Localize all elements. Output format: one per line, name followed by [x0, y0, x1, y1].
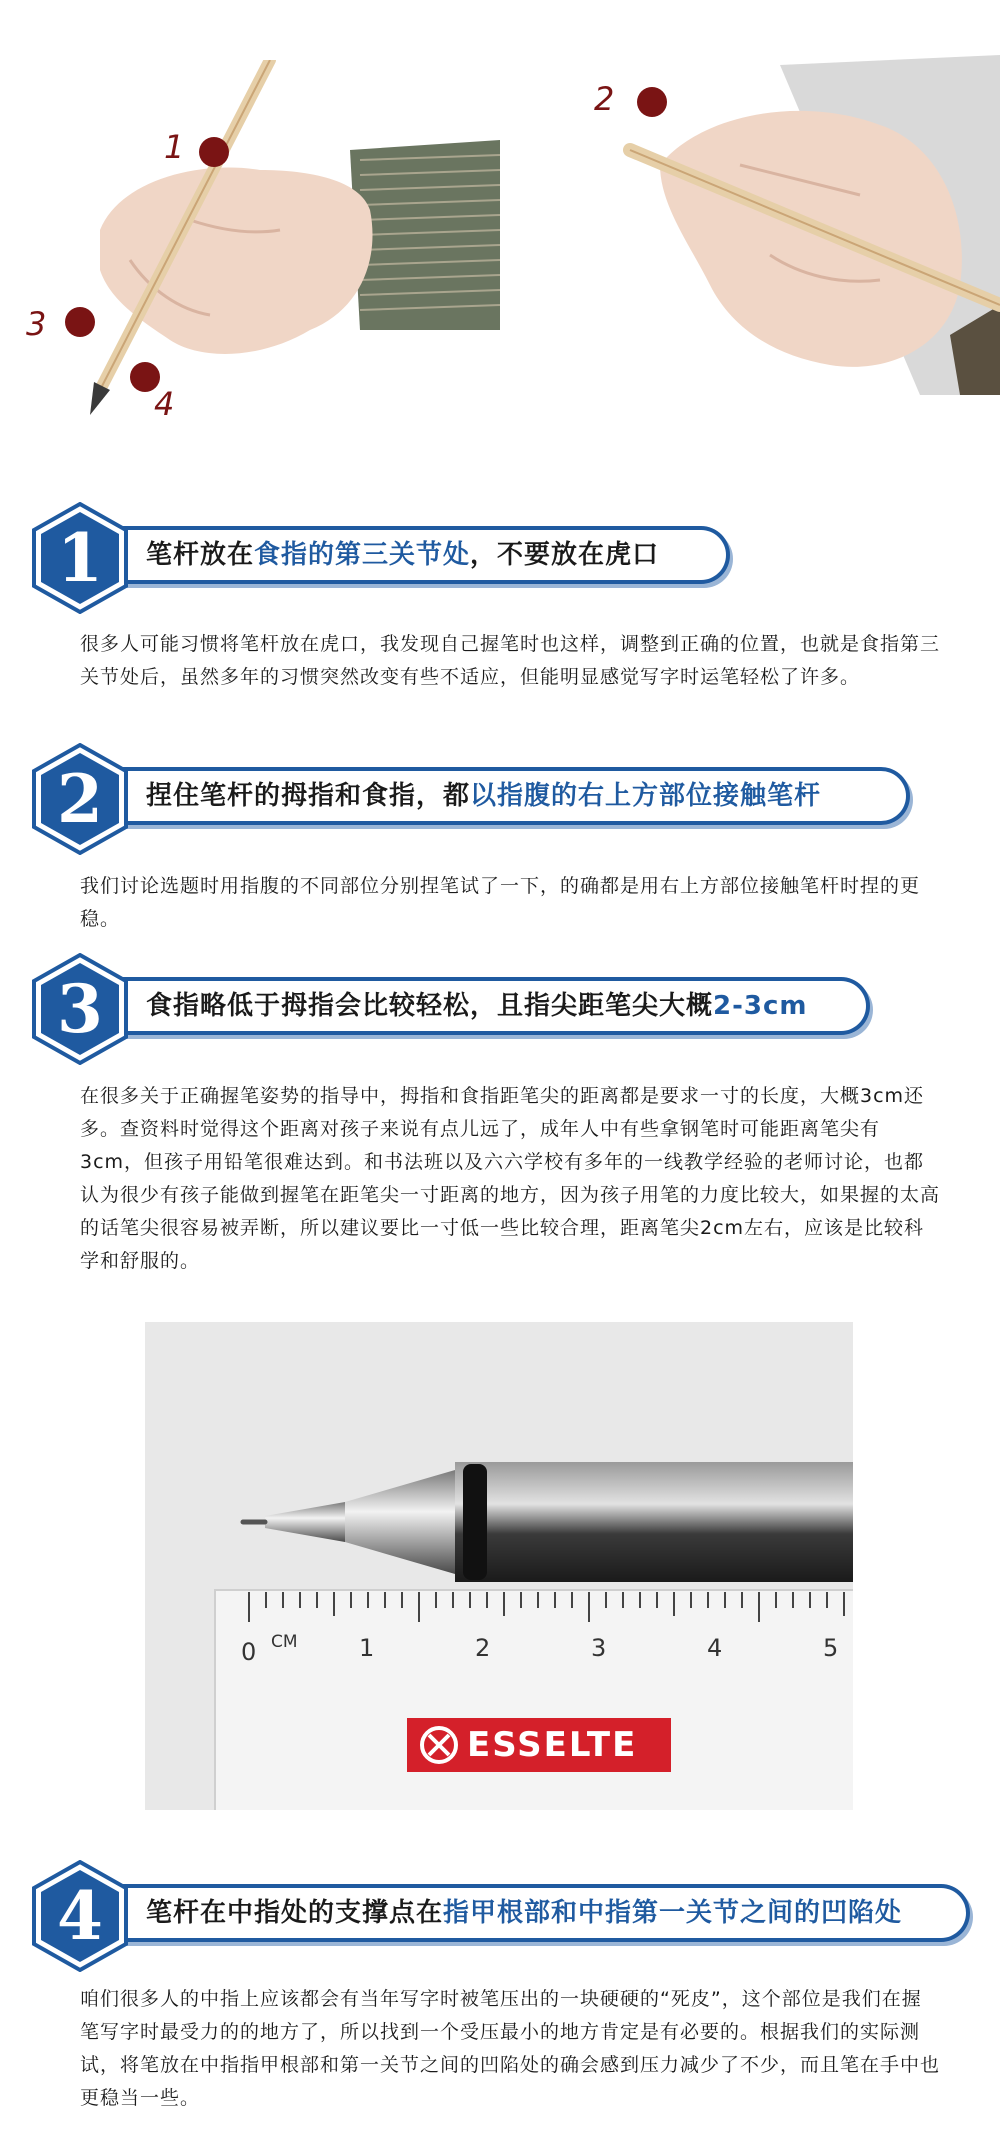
- ruler-tick-2: 2: [475, 1634, 491, 1662]
- section-2-header: [30, 743, 910, 855]
- section-2-banner: [102, 767, 910, 825]
- marker-dot-2: [637, 87, 667, 117]
- section-4-paragraph: 咱们很多人的中指上应该都会有当年写字时被笔压出的一块硬硬的“死皮”，这个部位是我们在握笔写字时最受力的的地方了，所以找到一个受压最小的地方肯定是有必要的。根据我们的实际测试，将笔放在中指指甲根部和第一关节之间的凹陷处的确会感到压力减少了不少，而且笔在手中也更稳当一些。: [80, 1988, 941, 2109]
- ruler-unit-label: CM: [271, 1632, 298, 1652]
- section-3-number: 3: [57, 970, 103, 1048]
- section-3-hexagon-badge: [30, 953, 130, 1065]
- section-3-title: 食指略低于拇指会比较轻松，且指尖距笔尖大概2-3cm: [146, 991, 808, 1021]
- ruler-tick-3: 3: [591, 1634, 607, 1662]
- section-4-header: [30, 1860, 970, 1972]
- marker-dot-3: [65, 307, 95, 337]
- marker-label-2: 2: [594, 80, 615, 118]
- section-1-banner: [102, 526, 730, 584]
- section-1-title: 笔杆放在食指的第三关节处，不要放在虎口: [146, 540, 660, 570]
- marker-label-4: 4: [154, 385, 175, 423]
- section-3-banner: [102, 977, 870, 1035]
- ruler-tick-0: 0: [241, 1638, 257, 1666]
- section-4-title: 笔杆在中指处的支撑点在指甲根部和中指第一关节之间的凹陷处: [146, 1898, 903, 1928]
- marker-label-3: 3: [26, 305, 47, 343]
- section-4-number: 4: [57, 1877, 103, 1955]
- section-2-paragraph: 我们讨论选题时用指腹的不同部位分别捏笔试了一下，的确都是用右上方部位接触笔杆时捏的更稳。: [80, 875, 921, 930]
- marker-dot-1: [199, 137, 229, 167]
- section-1-paragraph: 很多人可能习惯将笔杆放在虎口，我发现自己握笔时也这样，调整到正确的位置，也就是食指第三关节处后，虽然多年的习惯突然改变有些不适应，但能明显感觉写字时运笔轻松了许多。: [80, 633, 941, 688]
- marker-label-1: 1: [164, 128, 185, 166]
- pen-ruler-photo: [145, 1322, 853, 1810]
- section-1-header: [30, 502, 730, 614]
- section-4-hexagon-badge: [30, 1860, 130, 1972]
- ruler-tick-4: 4: [707, 1634, 723, 1662]
- section-4-banner: [102, 1884, 970, 1942]
- section-1-number: 1: [57, 519, 103, 597]
- section-2-hexagon-badge: [30, 743, 130, 855]
- section-2-number: 2: [57, 760, 103, 838]
- section-1-hexagon-badge: [30, 502, 130, 614]
- section-2-title: 捏住笔杆的拇指和食指，都以指腹的右上方部位接触笔杆: [146, 781, 822, 811]
- esselte-brand-logo: ESSELTE: [467, 1725, 638, 1765]
- section-3-paragraph: 在很多关于正确握笔姿势的指导中，拇指和食指距笔尖的距离都是要求一寸的长度，大概3cm还多。查资料时觉得这个距离对孩子来说有点儿远了，成年人中有些拿钢笔时可能距离笔尖有3cm，但孩子用铅笔很难达到。和书法班以及六六学校有多年的一线教学经验的老师讨论，也都认为很少有孩子能做到握笔在距笔尖一寸距离的地方，因为孩子用笔的力度比较大，如果握的太高的话笔尖很容易被弄断，所以建议要比一寸低一些比较合理，距离笔尖2cm左右，应该是比较科学和舒服的。: [80, 1085, 941, 1272]
- hand-grip-photo-right: [620, 55, 1000, 395]
- ruler-tick-5: 5: [823, 1634, 839, 1662]
- section-3-header: [30, 953, 870, 1065]
- hand-grip-photo-left: [60, 60, 500, 430]
- ruler-tick-1: 1: [359, 1634, 375, 1662]
